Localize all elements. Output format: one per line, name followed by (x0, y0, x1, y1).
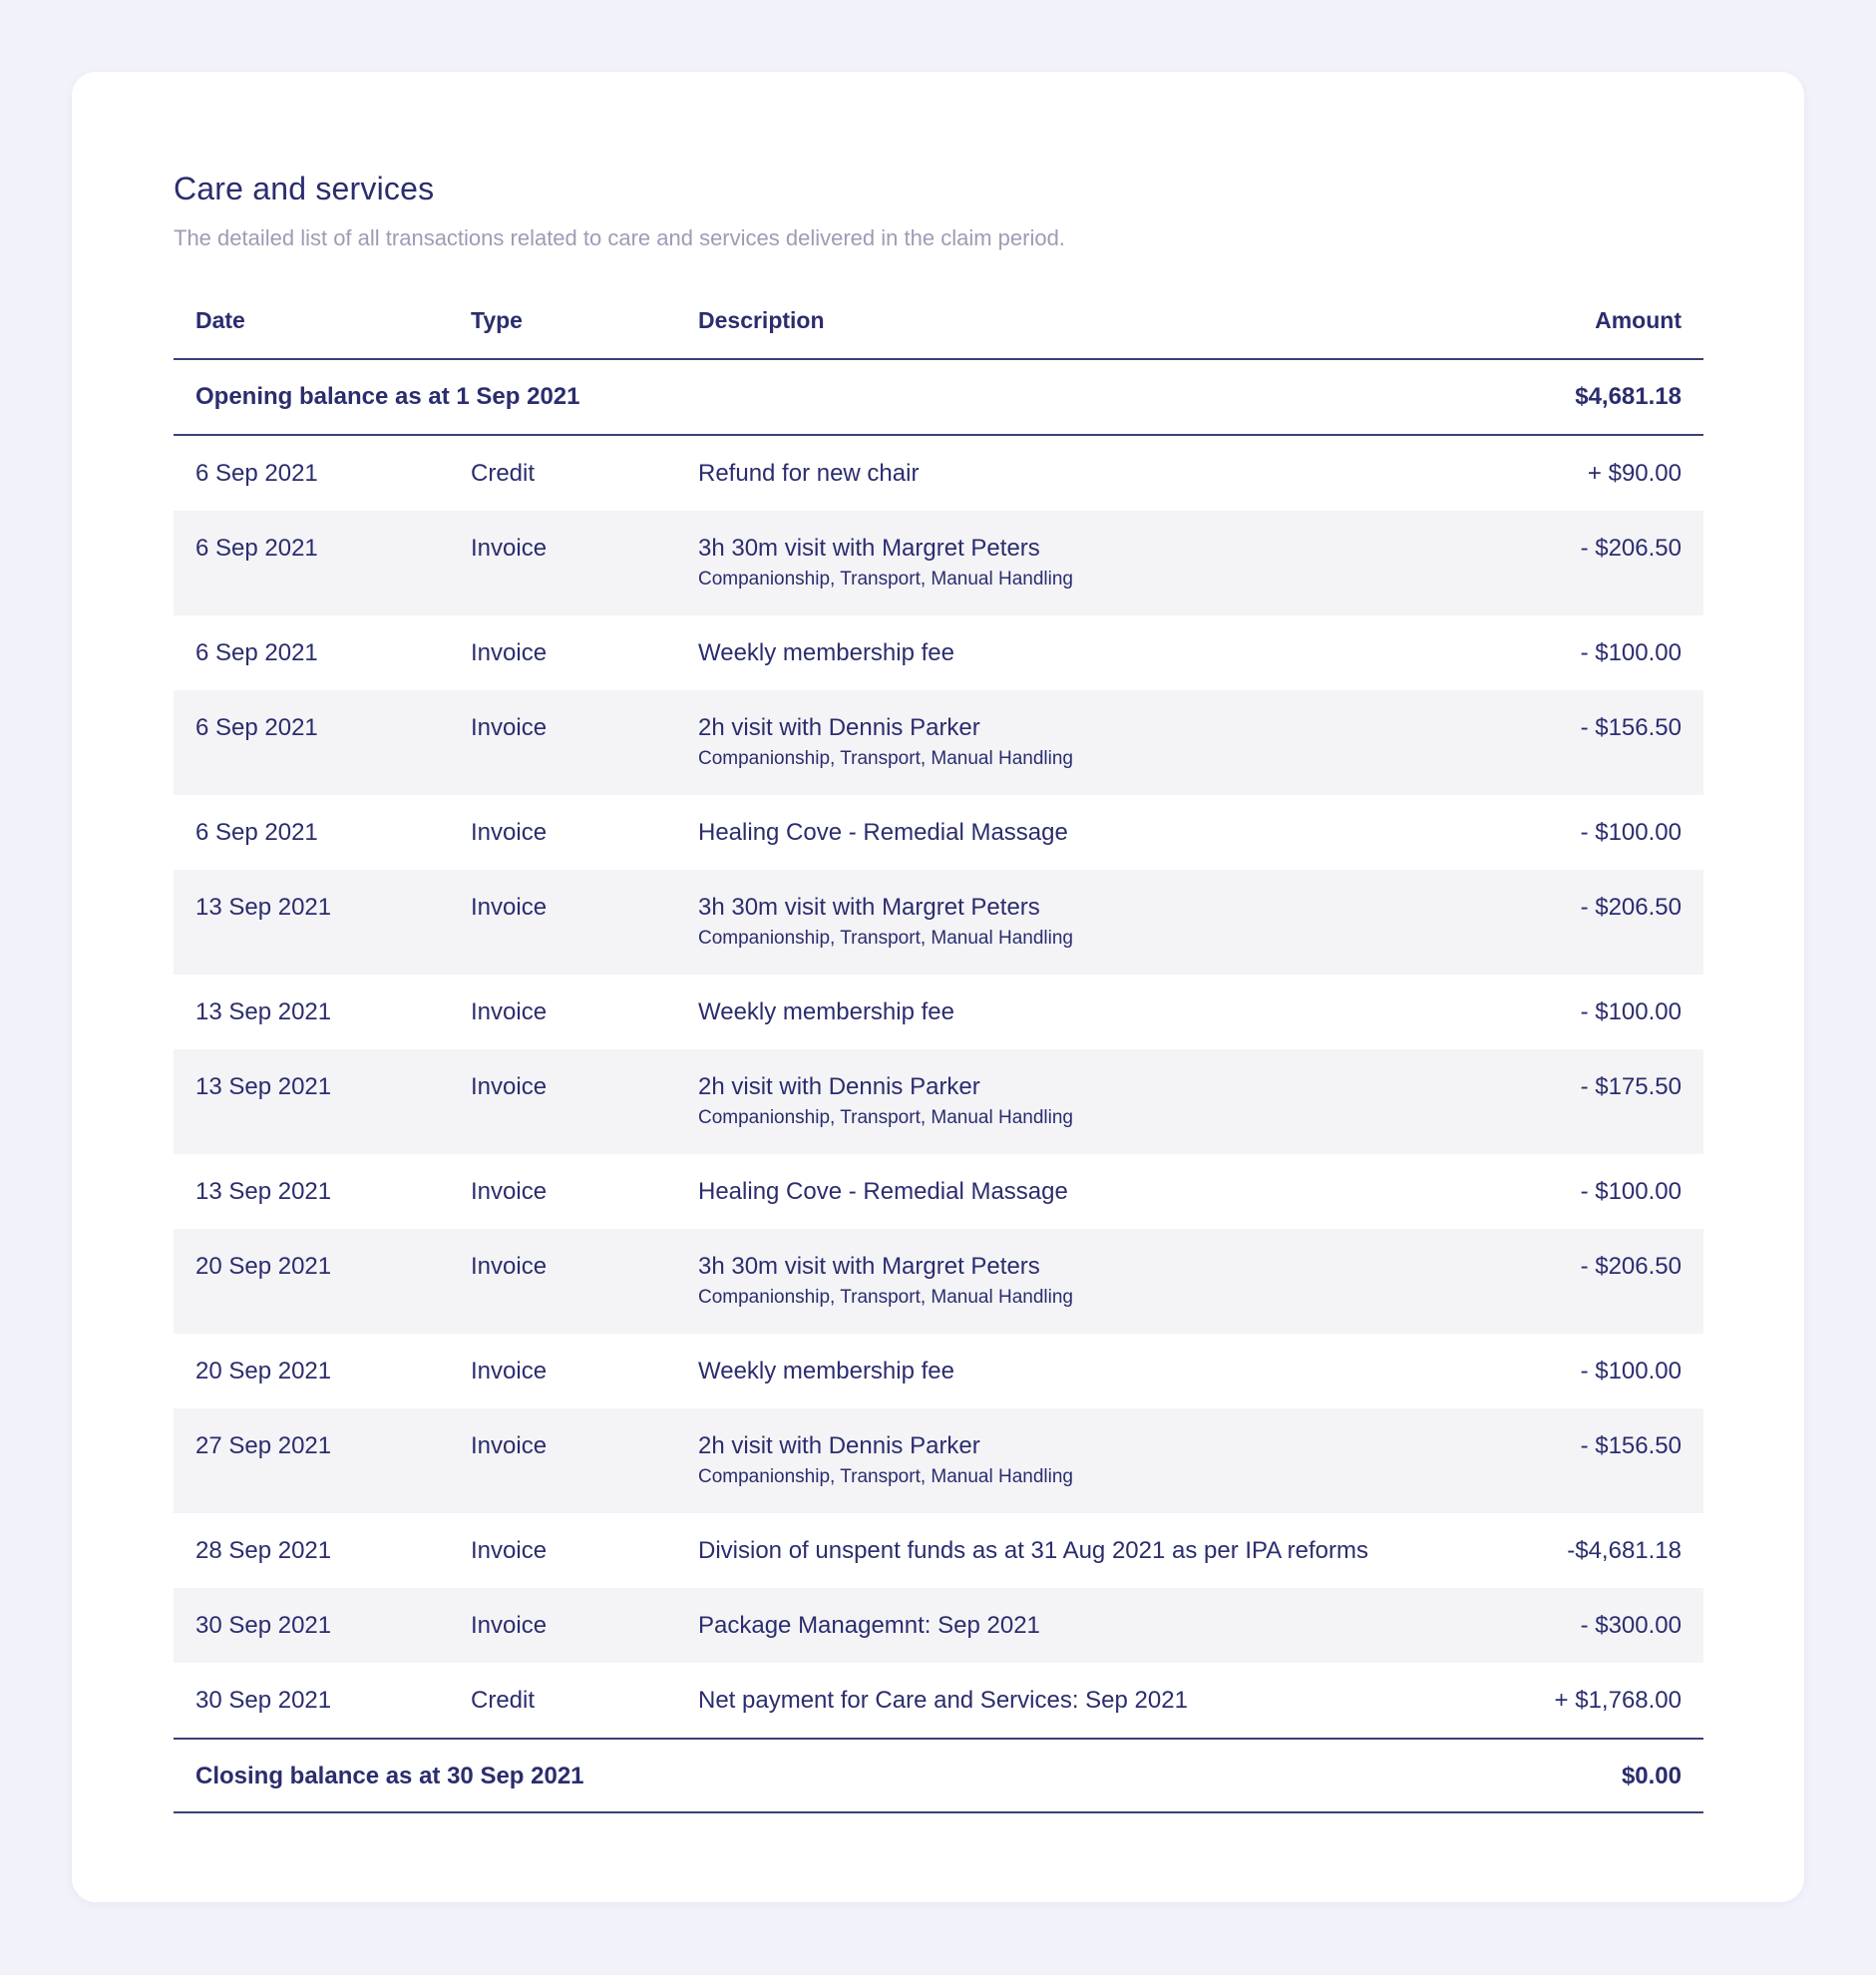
row-amount: - $206.50 (1580, 535, 1682, 562)
row-description-cell (698, 893, 1442, 952)
row-type: Invoice (471, 714, 548, 741)
table-row (174, 690, 1703, 795)
column-header-type: Type (471, 307, 523, 333)
row-description: Weekly membership fee (698, 639, 954, 666)
table-row (174, 1229, 1703, 1334)
row-date: 30 Sep 2021 (195, 1687, 332, 1714)
row-description-cell (698, 459, 1442, 489)
row-description: Weekly membership fee (698, 998, 954, 1025)
row-description-cell (698, 1611, 1442, 1641)
row-description-cell (698, 1252, 1442, 1311)
table-header-row (174, 281, 1703, 360)
row-type: Invoice (471, 1432, 548, 1459)
row-description-cell (698, 818, 1442, 848)
table-row (174, 1663, 1703, 1738)
row-description: 2h visit with Dennis Parker (698, 1073, 980, 1100)
table-row (174, 1513, 1703, 1588)
row-date: 30 Sep 2021 (195, 1612, 332, 1639)
row-description: Weekly membership fee (698, 1358, 954, 1384)
row-amount: - $156.50 (1580, 714, 1682, 741)
section-subtitle: The detailed list of all transactions related to care and services delivered in the claim period. (174, 225, 1065, 250)
row-amount: - $156.50 (1580, 1432, 1682, 1459)
row-description: 3h 30m visit with Margret Peters (698, 894, 1040, 921)
row-description-cell (698, 638, 1442, 668)
column-header-description: Description (698, 307, 825, 333)
row-description-cell (698, 1357, 1442, 1386)
row-type: Invoice (471, 1537, 548, 1564)
row-amount: - $100.00 (1580, 1178, 1682, 1205)
row-service-details: Companionship, Transport, Manual Handling (698, 1107, 1073, 1128)
row-date: 6 Sep 2021 (195, 460, 318, 487)
opening-balance-label: Opening balance as at 1 Sep 2021 (195, 383, 580, 410)
row-amount: + $1,768.00 (1554, 1687, 1682, 1714)
row-description-cell (698, 1686, 1442, 1716)
row-description: Package Managemnt: Sep 2021 (698, 1612, 1040, 1639)
row-description: 3h 30m visit with Margret Peters (698, 535, 1040, 562)
row-type: Invoice (471, 535, 548, 562)
row-service-details: Companionship, Transport, Manual Handling (698, 748, 1073, 769)
column-header-amount: Amount (1595, 307, 1682, 333)
row-description: Refund for new chair (698, 460, 920, 487)
row-type: Credit (471, 1687, 536, 1714)
row-amount: - $300.00 (1580, 1612, 1682, 1639)
closing-balance-amount: $0.00 (1621, 1763, 1682, 1789)
row-date: 28 Sep 2021 (195, 1537, 332, 1564)
row-description: 3h 30m visit with Margret Peters (698, 1253, 1040, 1280)
row-description-cell (698, 713, 1442, 772)
row-description-cell (698, 1177, 1442, 1207)
row-date: 6 Sep 2021 (195, 639, 318, 666)
row-type: Invoice (471, 819, 548, 846)
row-date: 13 Sep 2021 (195, 1073, 332, 1100)
table-row (174, 795, 1703, 870)
row-date: 27 Sep 2021 (195, 1432, 332, 1459)
row-type: Invoice (471, 998, 548, 1025)
row-service-details: Companionship, Transport, Manual Handling (698, 1466, 1073, 1487)
row-amount: - $206.50 (1580, 1253, 1682, 1280)
row-service-details: Companionship, Transport, Manual Handling (698, 569, 1073, 590)
table-row (174, 1588, 1703, 1663)
table-row (174, 511, 1703, 615)
column-header-date: Date (195, 307, 245, 333)
row-type: Invoice (471, 639, 548, 666)
row-amount: - $100.00 (1580, 1358, 1682, 1384)
row-date: 20 Sep 2021 (195, 1253, 332, 1280)
table-row (174, 436, 1703, 511)
row-date: 13 Sep 2021 (195, 998, 332, 1025)
row-description-cell (698, 1536, 1442, 1566)
opening-balance-row (174, 360, 1703, 436)
row-date: 20 Sep 2021 (195, 1358, 332, 1384)
row-date: 13 Sep 2021 (195, 1178, 332, 1205)
row-amount: - $100.00 (1580, 639, 1682, 666)
row-description: Division of unspent funds as at 31 Aug 2021 as per IPA reforms (698, 1537, 1368, 1564)
row-description-cell (698, 1431, 1442, 1490)
row-amount: - $100.00 (1580, 819, 1682, 846)
row-date: 13 Sep 2021 (195, 894, 332, 921)
row-date: 6 Sep 2021 (195, 535, 318, 562)
row-description: 2h visit with Dennis Parker (698, 1432, 980, 1459)
row-amount: + $90.00 (1587, 460, 1682, 487)
table-row (174, 975, 1703, 1049)
row-service-details: Companionship, Transport, Manual Handling (698, 1287, 1073, 1308)
section-title: Care and services (174, 171, 435, 206)
table-row (174, 1154, 1703, 1229)
closing-balance-row (174, 1738, 1703, 1813)
row-amount: - $100.00 (1580, 998, 1682, 1025)
opening-balance-amount: $4,681.18 (1575, 383, 1682, 410)
row-type: Invoice (471, 1073, 548, 1100)
row-description: Net payment for Care and Services: Sep 2021 (698, 1687, 1188, 1714)
row-amount: -$4,681.18 (1567, 1537, 1682, 1564)
row-type: Invoice (471, 894, 548, 921)
transactions-body (174, 436, 1703, 1738)
care-services-card (72, 72, 1804, 1902)
row-description-cell (698, 997, 1442, 1027)
row-description-cell (698, 1072, 1442, 1131)
row-description: Healing Cove - Remedial Massage (698, 819, 1068, 846)
row-type: Invoice (471, 1358, 548, 1384)
row-description: Healing Cove - Remedial Massage (698, 1178, 1068, 1205)
table-row (174, 615, 1703, 690)
row-type: Credit (471, 460, 536, 487)
closing-balance-label: Closing balance as at 30 Sep 2021 (195, 1763, 584, 1789)
care-services-section (174, 168, 1703, 1813)
row-description-cell (698, 534, 1442, 592)
row-amount: - $175.50 (1580, 1073, 1682, 1100)
row-type: Invoice (471, 1612, 548, 1639)
transactions-table (174, 281, 1703, 1813)
row-description: 2h visit with Dennis Parker (698, 714, 980, 741)
row-date: 6 Sep 2021 (195, 819, 318, 846)
table-row (174, 1408, 1703, 1513)
row-amount: - $206.50 (1580, 894, 1682, 921)
row-type: Invoice (471, 1178, 548, 1205)
table-row (174, 1334, 1703, 1408)
table-row (174, 870, 1703, 975)
table-row (174, 1049, 1703, 1154)
row-type: Invoice (471, 1253, 548, 1280)
row-service-details: Companionship, Transport, Manual Handling (698, 928, 1073, 949)
row-date: 6 Sep 2021 (195, 714, 318, 741)
